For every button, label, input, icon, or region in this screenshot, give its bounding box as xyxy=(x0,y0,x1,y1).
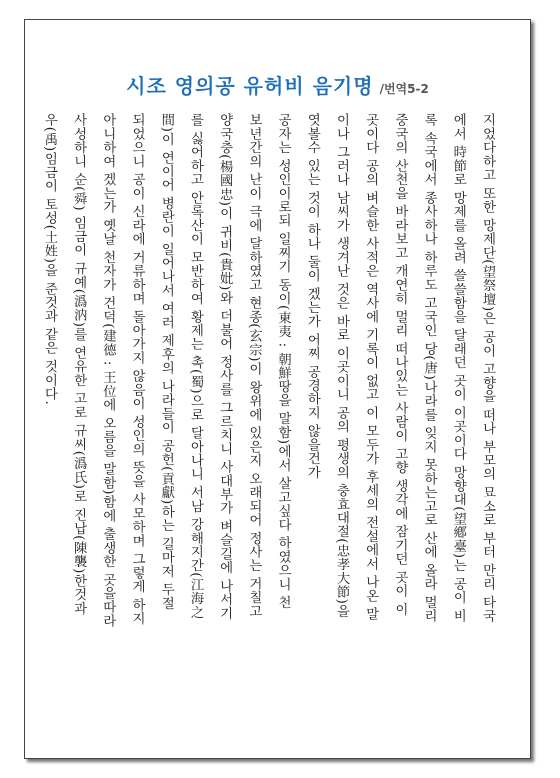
body-text xyxy=(35,113,502,733)
text-line: 양국충(楊國忠)이 귀비(貴妣)와 더불어 정사를 그르치니 사대부가 벼슬길에 나서기 xyxy=(217,113,233,620)
text-line: 사성하니 순(舜) 임금이 규예(潙汭)를 연유한 고로 규씨(潙氏)로 진납(陳襲)한것과 xyxy=(71,113,87,615)
text-line: 보년간의 난이 극에 달하였고 현종(玄宗)이 왕위에 있은지 오래되어 정사는 거칠고 xyxy=(246,113,262,618)
text-line: 아니하여 겠는가 옛날 천자가 건덕(建德 : 王位에 오름을 말함)함에 출생한 곳을따라 xyxy=(100,113,116,628)
page-subtitle: /번역5-2 xyxy=(379,82,429,96)
text-line: 곳이다 공의 벼슬한 사적은 역사에 기록이 없고 이 모두가 후세의 전설에서 나온 말 xyxy=(363,113,379,621)
text-line: 이나 그러나 남씨가 생겨난 것은 바로 이곳이니 공의 평생의 충효대절(忠孝大節)을 xyxy=(333,113,349,618)
text-line: 를 싫어하고 안록산이 모반하여 황제는 촉(蜀)으로 달아나니 서남 강해지간(江海之 xyxy=(187,113,203,619)
document-page xyxy=(24,19,531,759)
page-title: 시조 영의공 유허비 음기명 xyxy=(126,74,374,98)
text-line: 중국의 산천을 바라보고 개연히 멀리 떠나있는 사람이 고향 생각에 잠기던 곳이 이 xyxy=(392,113,408,616)
text-line: 엿볼수 있는 것이 하나 둘이 겠는가 어찌 공경하지 않을건가 xyxy=(304,113,320,479)
text-line: 록 속국에서 종사하나 하루도 고국인 당(唐)나라를 잊지 못하는고로 산에 올라 멀리 xyxy=(421,113,437,623)
text-line: 되었으니 공이 신라에 거류하며 돌아가지 않음이 성인의 뜻을 사모하며 그렇게 하지 xyxy=(129,113,145,626)
text-line: 間)이 연이어 병란이 일어나서 여러 제후의 나라들이 공헌(貢獻)하는 길마저 두절 xyxy=(158,113,174,610)
text-line: 지었다하고 또한 망제단(望祭壇)은 공이 고향을 떠나 부모의 묘소로 부터 만리 타국 xyxy=(480,113,495,623)
title-row xyxy=(25,70,530,99)
text-line: 우(禹)임금이 토성(土姓)을 준것과 같은 것이다. xyxy=(41,113,57,406)
text-line: 에서 時節로 망제를 올려 쓸쓸함을 달래던 곳이 이곳이다 망향대(望鄕臺)는 공이 비 xyxy=(450,113,466,623)
text-line: 공자는 성인이로되 일찌기 동이(東夷 : 朝鮮땅을 말함)에서 살고싶다 하였으니 천 xyxy=(275,113,291,610)
